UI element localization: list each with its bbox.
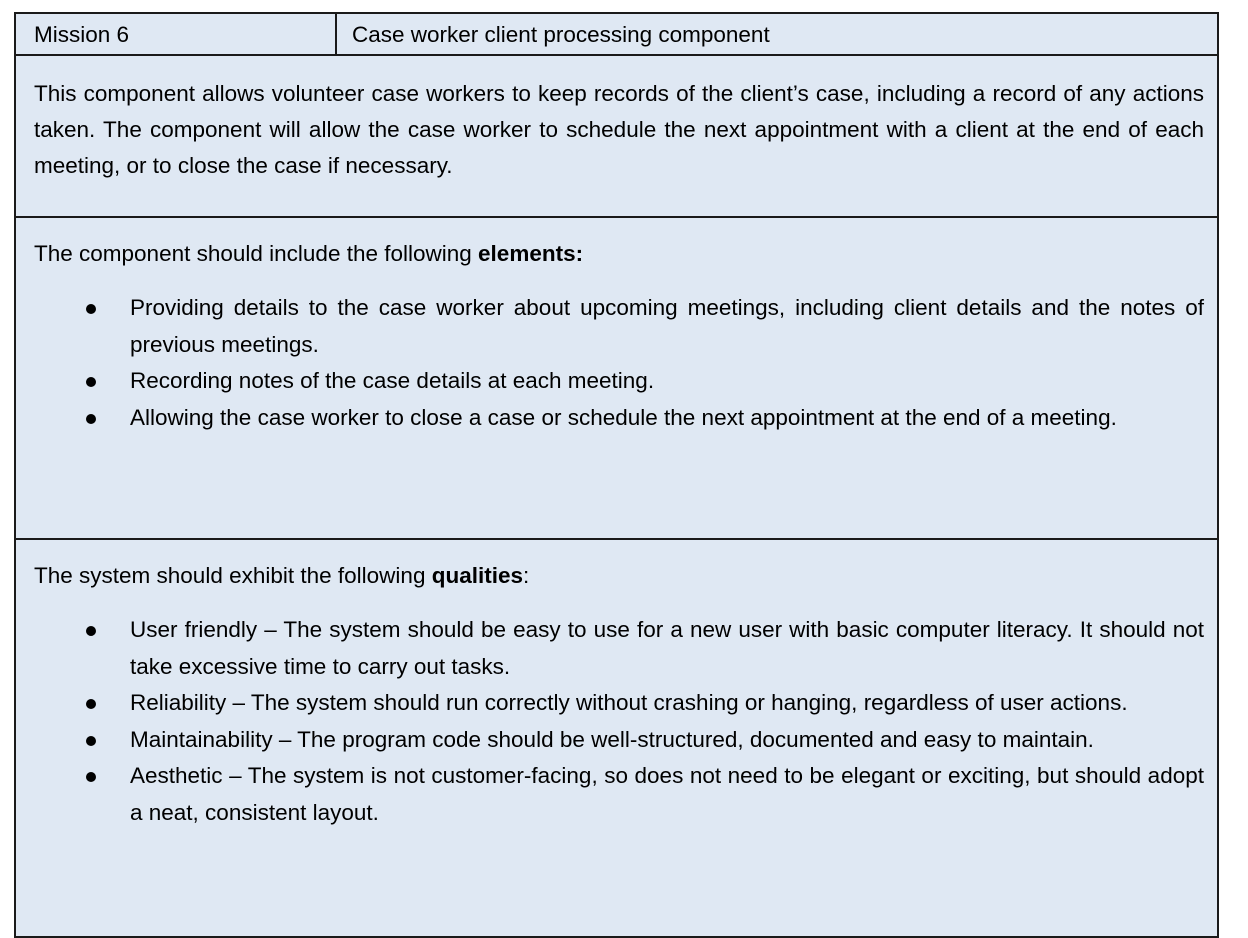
mission-label: Mission 6 (15, 13, 336, 55)
description-text: This component allows volunteer case workers to keep records of the client’s case, including a record of any actions taken. The component will allow the case worker to schedule the next appointment with a client at the end of each meeting, or to close the case if necessary. (34, 81, 1204, 178)
qualities-row (15, 539, 1218, 937)
bullet-icon (86, 772, 96, 782)
elements-row (15, 217, 1218, 539)
qualities-cell (15, 539, 1218, 937)
bullet-icon (86, 626, 96, 636)
list-item (34, 722, 1204, 759)
list-item-text: Reliability – The system should run correctly without crashing or hanging, regardless of user actions. (130, 690, 1128, 715)
list-item (34, 612, 1204, 685)
qualities-intro-text: The system should exhibit the following (34, 563, 432, 588)
elements-intro-text: The component should include the following (34, 241, 479, 266)
list-item-text: Allowing the case worker to close a case or schedule the next appointment at the end of a meeting. (130, 404, 1117, 430)
list-item (34, 758, 1204, 831)
bullet-icon (86, 377, 96, 387)
bullet-icon (86, 304, 96, 314)
mission-title: Case worker client processing component (336, 13, 1218, 55)
elements-intro-bold: elements: (478, 241, 584, 266)
list-item-text: Maintainability – The program code should be well-structured, documented and easy to maintain. (130, 726, 1094, 752)
qualities-list (34, 612, 1204, 831)
mission-table (14, 12, 1219, 938)
bullet-icon (86, 414, 96, 424)
header-row (15, 13, 1218, 55)
elements-cell (15, 217, 1218, 539)
bullet-icon (86, 699, 96, 709)
list-item-text: User friendly – The system should be easy to use for a new user with basic computer literacy. It should not take excessive time to carry out tasks. (130, 617, 1204, 679)
list-item-text: Providing details to the case worker about upcoming meetings, including client details and the notes of previous meetings. (130, 295, 1204, 357)
list-item (34, 363, 1204, 400)
list-item (34, 685, 1204, 722)
description-row (15, 55, 1218, 217)
qualities-intro (34, 558, 1204, 594)
list-item (34, 400, 1204, 437)
list-item-text: Recording notes of the case details at each meeting. (130, 368, 655, 393)
bullet-icon (86, 736, 96, 746)
qualities-intro-suffix: : (523, 563, 530, 588)
elements-intro (34, 236, 1204, 272)
list-item-text: Aesthetic – The system is not customer-facing, so does not need to be elegant or exciting, but should adopt a neat, consistent layout. (130, 763, 1204, 825)
list-item (34, 290, 1204, 363)
description-cell (15, 55, 1218, 217)
qualities-intro-bold: qualities (431, 563, 523, 588)
elements-list (34, 290, 1204, 436)
